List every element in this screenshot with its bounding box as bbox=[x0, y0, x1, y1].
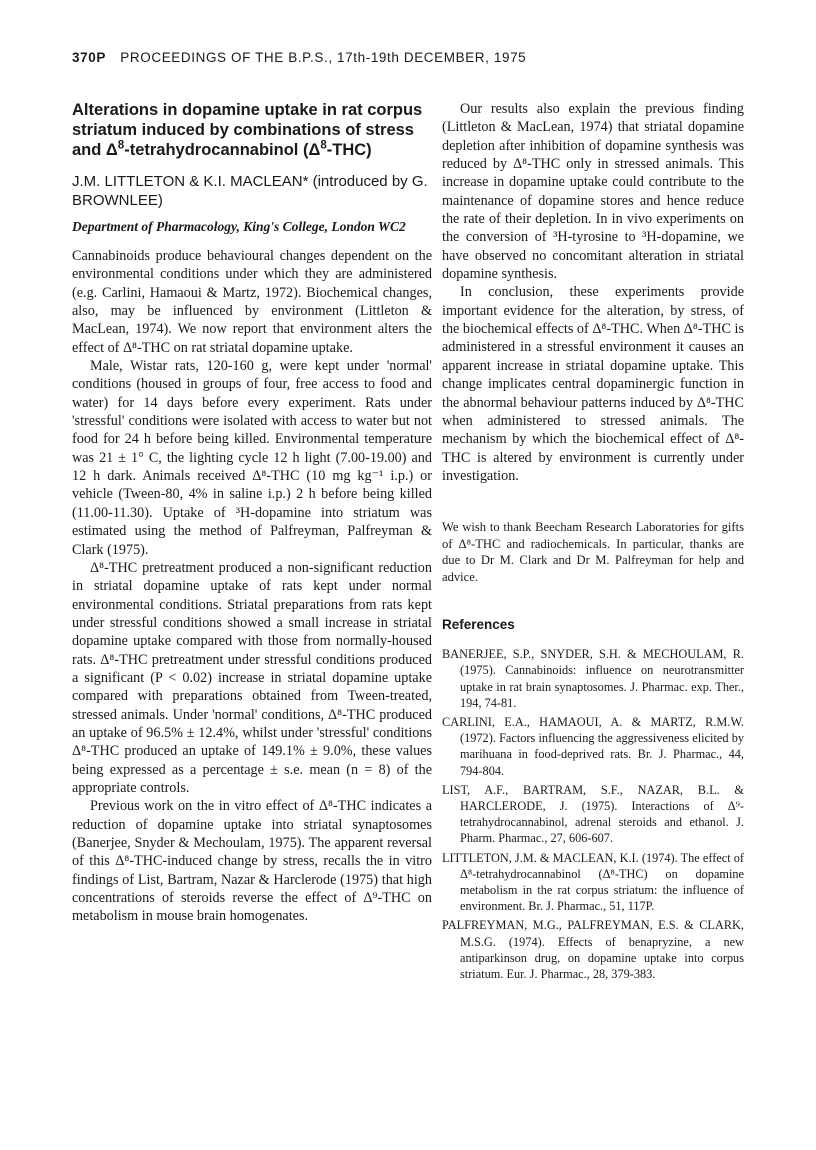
reference-item: LITTLETON, J.M. & MACLEAN, K.I. (1974). The effect of Δ⁸-tetrahydrocannabinol (Δ⁸-THC) on dopamine metabolism in the rat corpus striatum: the influence of environment. Br. J. Pharmac., 51, 117P. bbox=[442, 850, 744, 914]
paragraph-methods: Male, Wistar rats, 120-160 g, were kept under 'normal' conditions (housed in groups of four, free access to food and water) for 14 days before every experiment. Rats under 'stressful' conditions were isolated with access to water but not food for 24 h before being killed. Environmental temperature was 21 ± 1° C, the lighting cycle 12 h light (7.00-19.00) and 12 h dark. Animals received Δ⁸-THC (10 mg kg⁻¹ i.p.) or vehicle (Tween-80, 4% in saline i.p.) 2 h before being killed (11.00-11.30). Uptake of ³H-dopamine into striatum was estimated using the method of Palfreyman, Palfreyman & Clark (1975). bbox=[72, 358, 432, 558]
author-list: J.M. LITTLETON & K.I. MACLEAN* (introduced by G. BROWNLEE) bbox=[72, 173, 428, 209]
paragraph-explanation: Our results also explain the previous finding (Littleton & MacLean, 1974) that striatal dopamine depletion after inhibition of dopamine synthesis was reduced by Δ⁸-THC only in stressed animals. This increase in dopamine uptake could contribute to the maintenance of dopamine stores and hence reduce the rate of their depletion. In in vivo experiments on the conversion of ³H-tyrosine to ³H-dopamine, we have observed no concomitant alteration in striatal dopamine synthesis. bbox=[442, 101, 744, 283]
paragraph-conclusion: In conclusion, these experiments provide important evidence for the alteration, by stress, of the biochemical effects of Δ⁸-THC. When Δ⁸-THC is administered in a stressful environment it causes an apparent increase in striatal dopamine uptake. This change implicates central dopaminergic function in the abnormal behaviour patterns induced by Δ⁸-THC when administered to stressed animals. The mechanism by which the biochemical effect of Δ⁸-THC is altered by environment is currently under investigation. bbox=[442, 284, 744, 484]
running-title: PROCEEDINGS OF THE B.P.S., 17th-19th DECEMBER, 1975 bbox=[120, 50, 527, 65]
reference-item: CARLINI, E.A., HAMAOUI, A. & MARTZ, R.M.W. (1972). Factors influencing the aggressiveness elicited by marihuana in food-deprived rats. Br. J. Pharmac., 44, 794-804. bbox=[442, 715, 744, 778]
running-header bbox=[72, 50, 772, 65]
paragraph-results: Δ⁸-THC pretreatment produced a non-significant reduction in striatal dopamine uptake of rats kept under normal environmental conditions. Striatal preparations from rats kept under stressful conditions showed a small increase in striatal dopamine uptake compared with those from normally-housed rats. Δ⁸-THC pretreatment under stressful conditions produced a significant (P < 0.02) increase in striatal dopamine uptake compared with preparations obtained from Tween-treated, stressed animals. Under 'normal' conditions, Δ⁸-THC produced an uptake of 96.5% ± 12.4%, whilst under 'stressful' conditions Δ⁸-THC produced an uptake of 149.1% ± 9.0%, these values being expressed as a percentage ± s.e. mean (n = 8) of the appropriate controls. bbox=[72, 559, 432, 796]
right-column bbox=[442, 100, 744, 985]
acknowledgement: We wish to thank Beecham Research Laboratories for gifts of Δ⁸-THC and radiochemicals. In particular, thanks are due to Dr M. Clark and Dr M. Palfreyman for help and advice. bbox=[442, 520, 744, 584]
reference-item: PALFREYMAN, M.G., PALFREYMAN, E.S. & CLARK, M.S.G. (1974). Effects of benapryzine, a new antiparkinson drug, on dopamine uptake into corpus striatum. Eur. J. Pharmac., 28, 379-383. bbox=[442, 918, 744, 982]
references-heading: References bbox=[442, 617, 515, 633]
reference-item: LIST, A.F., BARTRAM, S.F., NAZAR, B.L. & HARCLERODE, J. (1975). Interactions of Δ⁹-tetrahydrocannabinol, adrenal steroids and ethanol. J. Pharm. Pharmac., 27, 606-607. bbox=[442, 782, 744, 846]
reference-item: BANERJEE, S.P., SNYDER, S.H. & MECHOULAM, R. (1975). Cannabinoids: influence on neurotransmitter uptake in rat brain synaptosomes. J. Pharmac. exp. Ther., 194, 74-81. bbox=[442, 647, 744, 710]
article-title: Alterations in dopamine uptake in rat corpus striatum induced by combinations of stress and $\Delta^8$-tetrahydrocannabinol $(\Delta^8-THC)$ bbox=[72, 101, 423, 159]
paragraph-intro: Cannabinoids produce behavioural changes dependent on the environmental conditions under which they are administered (e.g. Carlini, Hamaoui & Martz, 1972). Biochemical changes, also, may be influenced by environment (Littleton & MacLean, 1974). We now report that environment alters the effect of Δ⁸-THC on rat striatal dopamine uptake. bbox=[72, 248, 432, 356]
paragraph-discussion: Previous work on the in vitro effect of Δ⁸-THC indicates a reduction of dopamine uptake into striatal synaptosomes (Banerjee, Snyder & Mechoulam, 1975). The apparent reversal of this Δ⁸-THC-induced change by stress, recalls the in vitro findings of List, Bartram, Nazar & Harclerode (1975) that high concentrations of steroids reverse the effect of Δ⁹-THC on metabolism in mouse brain homogenates. bbox=[72, 798, 432, 925]
left-column bbox=[72, 100, 432, 926]
affiliation: Department of Pharmacology, King's College, London WC2 bbox=[72, 219, 406, 234]
page-number: 370P bbox=[72, 50, 106, 65]
